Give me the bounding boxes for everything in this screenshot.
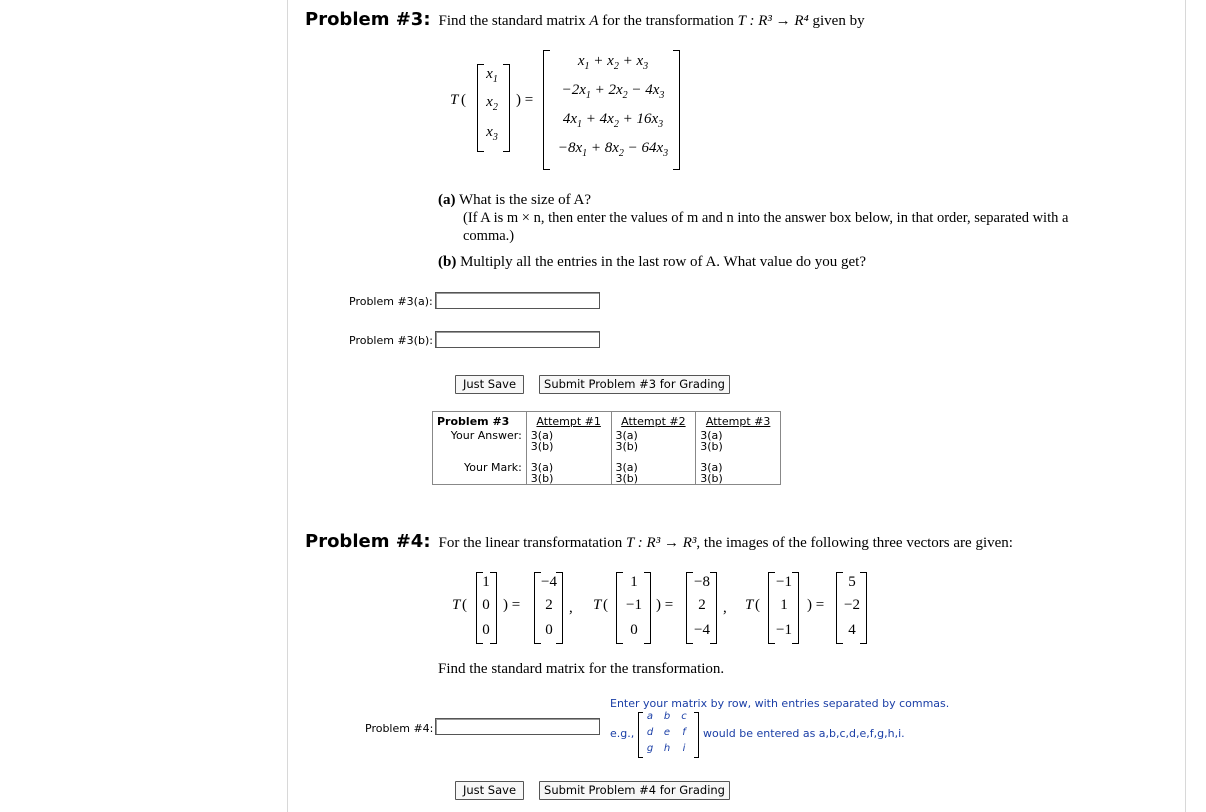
example-entry-i: i	[682, 743, 686, 754]
pair-2-input-right-bracket	[644, 572, 651, 644]
pair-2-input-2: −1	[626, 597, 642, 613]
attempt-1-mark: 3(a) 3(b)	[526, 452, 611, 485]
for-transformation-text: for the transformation	[598, 13, 738, 29]
attempt-3-mark: 3(a) 3(b)	[696, 452, 781, 485]
pair-2-comma: ,	[723, 600, 727, 616]
problem-3-intro: Find the standard matrix	[438, 13, 590, 29]
answer-3a-label: Problem #3(a):	[349, 295, 433, 308]
output-row-2: $-2x_1 + 2x_2 - 4x_3$	[561, 82, 665, 101]
matrix-a-symbol: A	[589, 13, 599, 29]
attempt-1-answer: 3(a) 3(b)	[526, 430, 611, 452]
pair-1-output-2: 2	[545, 597, 553, 613]
part-b-question: Multiply all the entries in the last row of A. What value do you get?	[460, 254, 866, 270]
find-standard-matrix-text: Find the standard matrix for the transformation.	[438, 661, 725, 677]
pair-2-T: T	[593, 597, 602, 613]
example-entry-a: a	[646, 711, 654, 722]
pair-2-open-paren: (	[603, 597, 608, 613]
pair-1-T: T	[452, 597, 461, 613]
problem-4-heading: Problem #4:	[305, 531, 431, 552]
problem-4-transformation-map: T : R³ → R³	[625, 535, 697, 551]
pair-2-output-3: −4	[694, 622, 710, 638]
part-b	[438, 254, 866, 271]
part-a-question: What is the size of A?	[458, 192, 592, 208]
output-row-3: $4x_1 + 4x_2 + 16x_3$	[562, 111, 664, 130]
pair-1-output-right-bracket	[556, 572, 563, 644]
pair-2-input-1: 1	[630, 574, 638, 590]
attempts-table-3	[432, 411, 781, 485]
example-entry-b: b	[663, 711, 671, 722]
your-mark-label: Your Mark:	[463, 461, 522, 474]
output-vector-right-bracket	[673, 50, 680, 170]
pair-3-output-right-bracket	[860, 572, 867, 644]
pair-3-close-equals: ) =	[807, 597, 825, 613]
attempt-2-mark: 3(a) 3(b)	[611, 452, 696, 485]
pair-2-output-right-bracket	[710, 572, 717, 644]
pair-3-input-1: −1	[776, 574, 792, 590]
example-matrix	[638, 712, 700, 758]
problem-3-equation	[450, 48, 690, 170]
part-a-hint-line-1: (If A is m × n, then enter the values of m and n into the answer box below, in that order, separated with a	[463, 210, 1069, 226]
pair-1-output-3: 0	[545, 622, 553, 638]
right-border	[1185, 0, 1186, 812]
pair-1-input-2: 0	[482, 597, 490, 613]
part-a-label: (a)	[438, 192, 456, 208]
input-vector-right-bracket	[503, 64, 510, 152]
lhs-open-paren: (	[461, 92, 466, 108]
input-x1: $x_1$	[486, 66, 498, 85]
pair-3-input-2: 1	[780, 597, 788, 613]
submit-problem-4-button[interactable]: Submit Problem #4 for Grading	[539, 781, 730, 800]
pair-3-input-right-bracket	[792, 572, 799, 644]
pair-3-output-1: 5	[848, 574, 856, 590]
matrix-entry-help: Enter your matrix by row, with entries separated by commas.	[610, 697, 950, 710]
your-answer-label: Your Answer:	[450, 429, 522, 442]
example-entry-g: g	[646, 743, 654, 754]
just-save-button-4[interactable]: Just Save	[455, 781, 524, 800]
example-matrix-right-bracket	[694, 712, 699, 758]
answer-3b-input[interactable]	[435, 331, 600, 348]
just-save-button-3[interactable]: Just Save	[455, 375, 524, 394]
answer-4-input[interactable]	[435, 718, 600, 735]
attempt-2-answer: 3(a) 3(b)	[611, 430, 696, 452]
attempt-2-link[interactable]: Attempt #2	[621, 415, 686, 428]
attempt-3-link[interactable]: Attempt #3	[705, 415, 771, 428]
pair-3-T: T	[745, 597, 754, 613]
pair-1-input-right-bracket	[490, 572, 497, 644]
given-by-text: given by	[808, 13, 865, 29]
table-corner: Problem #3	[437, 415, 510, 428]
example-entry-c: c	[681, 711, 687, 722]
pair-3-open-paren: (	[755, 597, 760, 613]
pair-3-input-3: −1	[776, 622, 792, 638]
lhs-close-paren-equals: ) =	[516, 92, 534, 108]
pair-2-output-2: 2	[698, 597, 706, 613]
part-b-label: (b)	[438, 254, 457, 270]
example-entry-e: e	[663, 727, 671, 738]
example-entry-h: h	[663, 743, 671, 754]
problem-4-rest: , the images of the following three vectors are given:	[696, 535, 1013, 551]
left-border	[287, 0, 288, 812]
pair-1-input-3: 0	[482, 622, 490, 638]
pair-1-input-1: 1	[482, 574, 490, 590]
problem-3-heading: Problem #3:	[305, 9, 431, 30]
problem-3-header	[305, 9, 865, 30]
example-prefix: e.g.,	[610, 727, 635, 740]
answer-4-label: Problem #4:	[365, 722, 434, 735]
pair-1-open-paren: (	[462, 597, 467, 613]
part-a-hint-line-2: comma.)	[463, 228, 515, 244]
part-a	[438, 192, 1178, 245]
pair-1-output-1: −4	[541, 574, 557, 590]
example-entry-d: d	[646, 727, 654, 738]
pair-2-close-equals: ) =	[656, 597, 674, 613]
input-x3: $x_3$	[486, 124, 498, 143]
submit-problem-3-button[interactable]: Submit Problem #3 for Grading	[539, 375, 730, 394]
answer-3a-input[interactable]	[435, 292, 600, 309]
output-row-4: $-8x_1 + 8x_2 - 64x_3$	[557, 140, 669, 159]
attempt-1-link[interactable]: Attempt #1	[536, 415, 601, 428]
problem-4-header	[305, 531, 1013, 552]
pair-1-comma: ,	[569, 600, 573, 616]
pair-2-output-1: −8	[694, 574, 710, 590]
output-row-1: $x_1 + x_2 + x_3$	[577, 53, 649, 72]
input-x2: $x_2$	[486, 94, 498, 113]
pair-3-output-3: 4	[848, 622, 856, 638]
transformation-map: T : R³ → R⁴	[737, 13, 809, 29]
problem-4-intro: For the linear transformatation	[438, 535, 626, 551]
problem-4-equations	[450, 568, 880, 648]
example-explanation: would be entered as a,b,c,d,e,f,g,h,i.	[703, 727, 905, 740]
pair-1-close-equals: ) =	[503, 597, 521, 613]
lhs-T: T	[450, 92, 459, 108]
attempt-3-answer: 3(a) 3(b)	[696, 430, 781, 452]
example-entry-f: f	[682, 727, 686, 738]
pair-3-output-2: −2	[844, 597, 860, 613]
pair-2-input-3: 0	[630, 622, 638, 638]
answer-3b-label: Problem #3(b):	[349, 334, 433, 347]
